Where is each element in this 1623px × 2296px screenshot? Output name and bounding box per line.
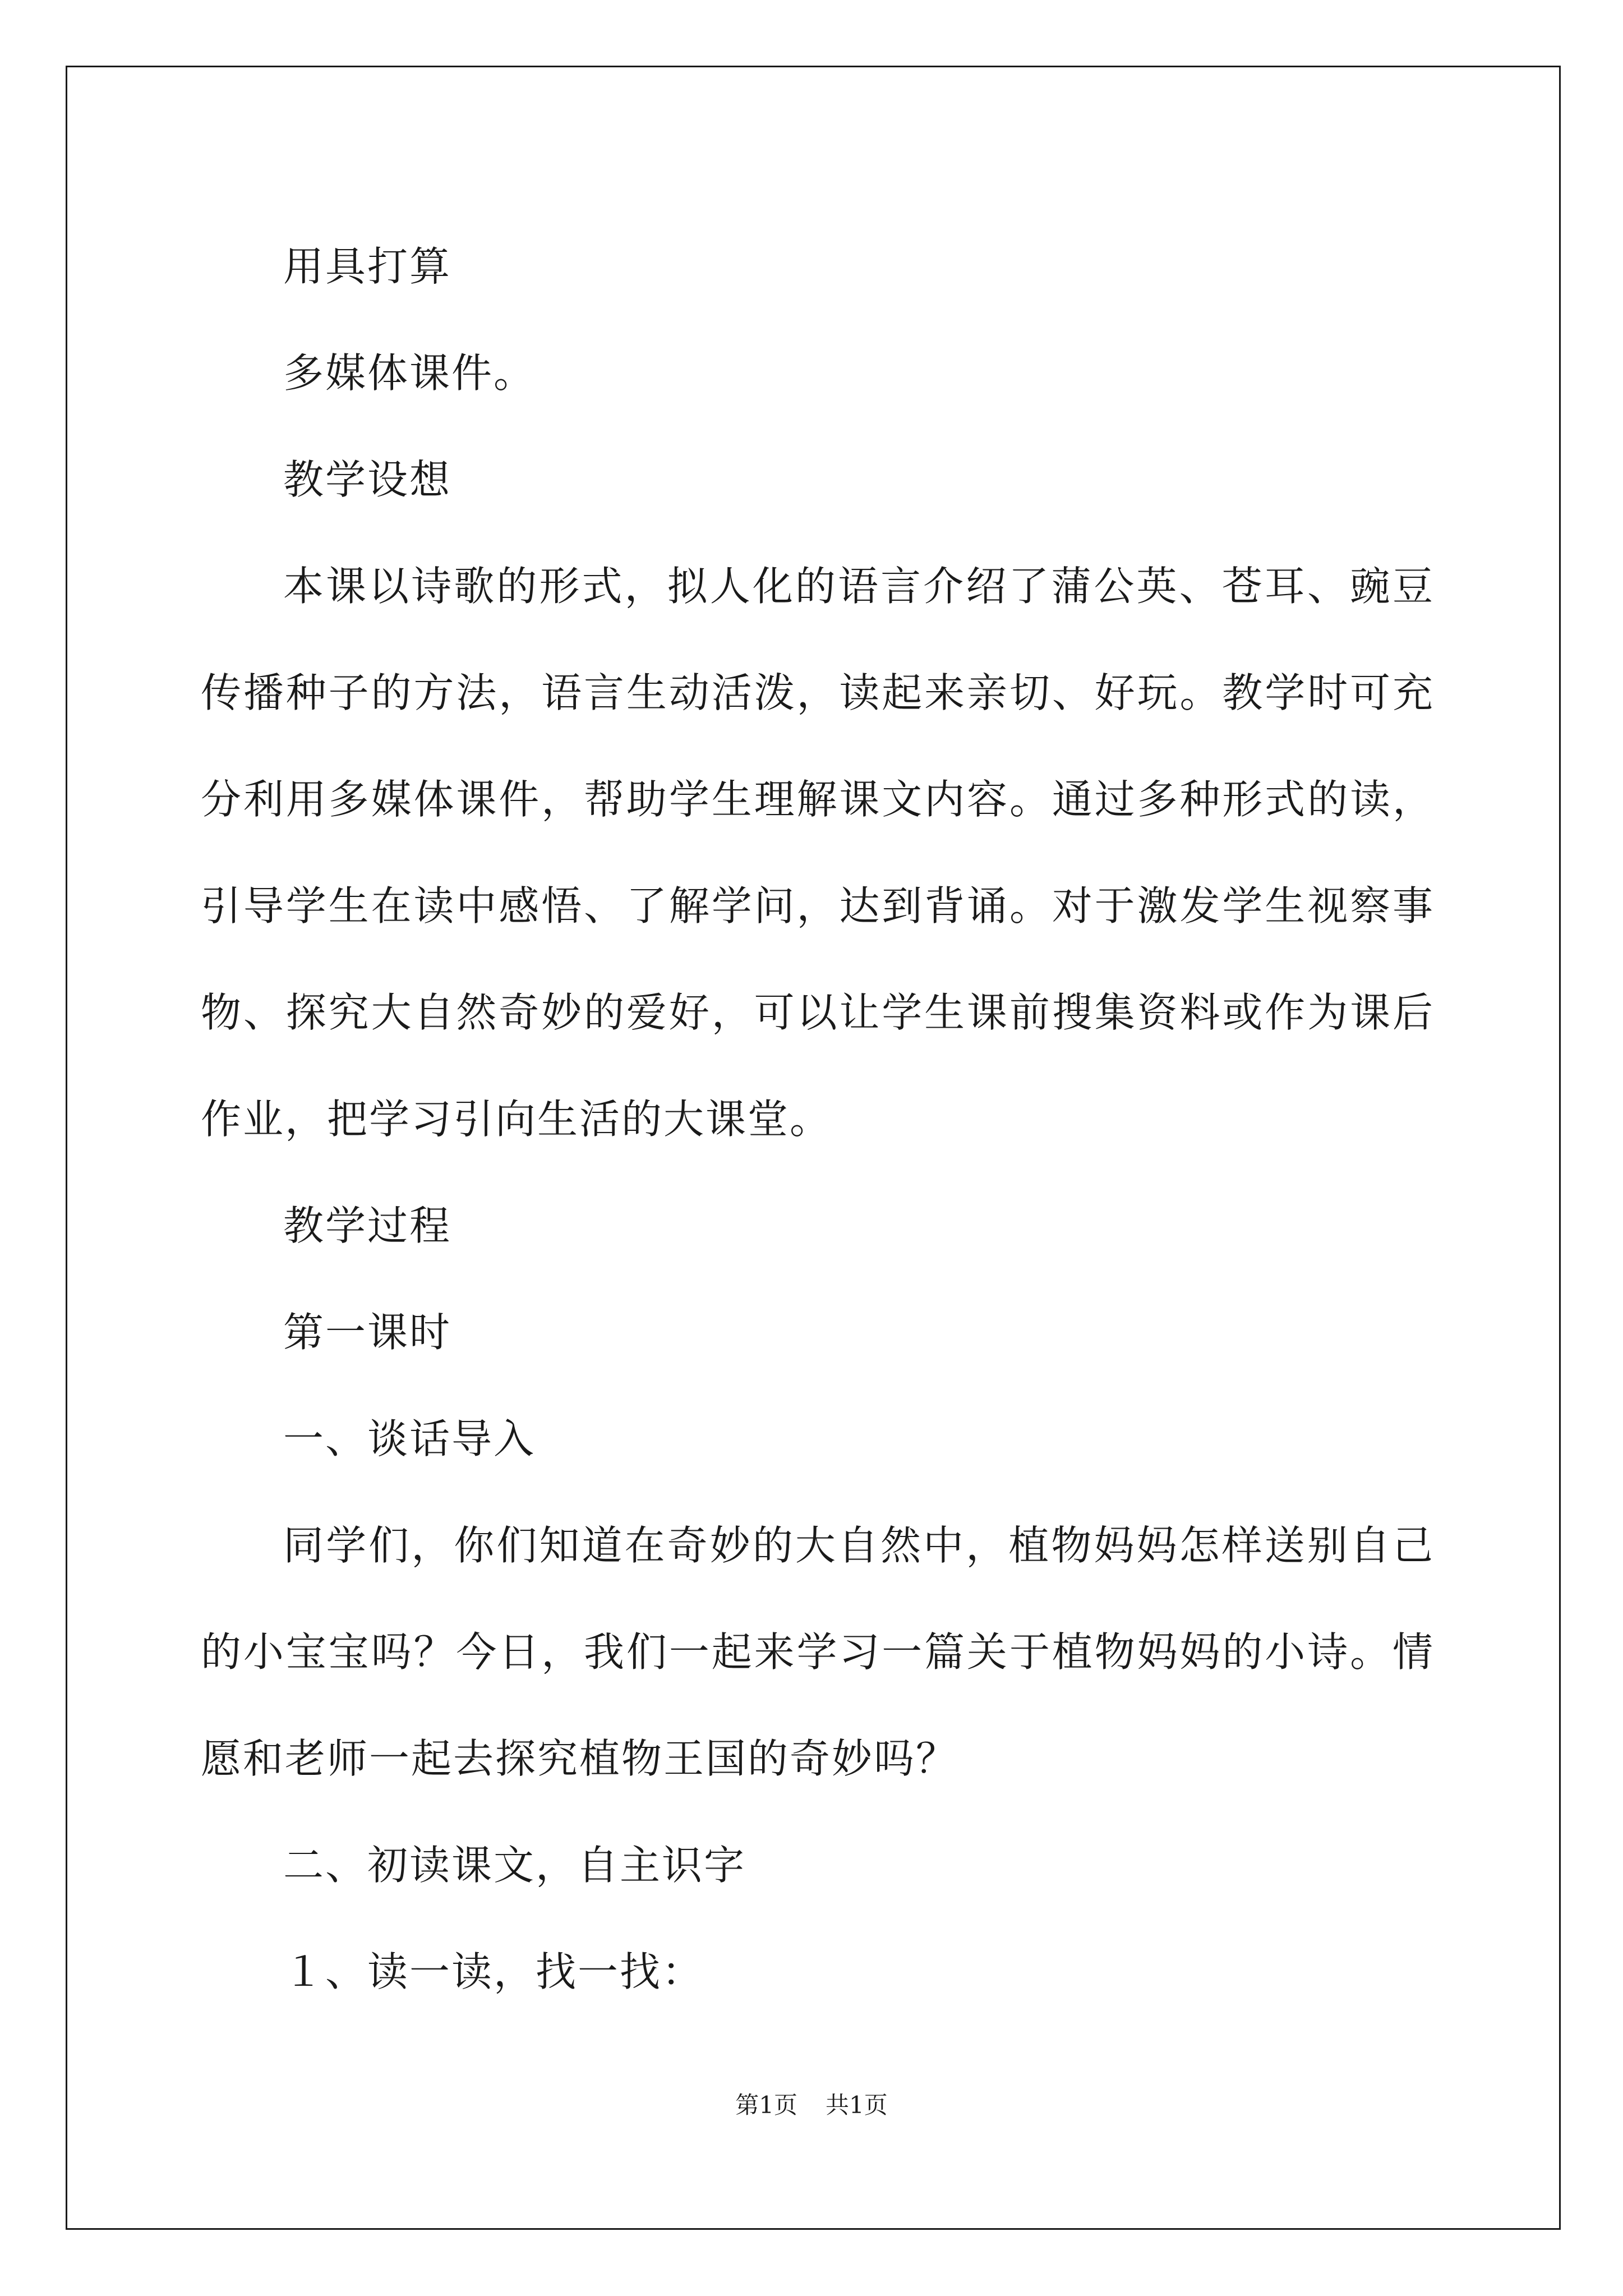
document-body bbox=[201, 213, 1435, 2025]
materials-text: 多媒体课件。 bbox=[283, 349, 536, 397]
page-footer bbox=[0, 2087, 1623, 2120]
heading-first-lesson: 第一课时 bbox=[283, 1309, 452, 1356]
heading-materials: 用具打算 bbox=[283, 243, 452, 290]
teaching-idea-text: 本课以诗歌的形式，拟人化的语言介绍了蒲公英、苍耳、豌豆传播种子的方法，语言生动活泼，读起来亲切、好玩。教学时可充分利用多媒体课件，帮助学生理解课文内容。通过多种形式的读，引导学生在读中感悟、了解学问，达到背诵。对于激发学生视察事物、探究大自然奇妙的爱好，可以让学生课前搜集资料或作为课后作业，把学习引向生活的大课堂。 bbox=[201, 563, 1435, 1143]
heading-teaching-idea: 教学设想 bbox=[283, 456, 452, 503]
heading-section-one: 一、谈话导入 bbox=[283, 1415, 536, 1462]
page-number-current: 第1页 bbox=[735, 2091, 797, 2119]
heading-section-two: 二、初读课文，自主识字 bbox=[283, 1842, 746, 1889]
page-number-total: 共1页 bbox=[826, 2091, 888, 2119]
section-one-text: 同学们，你们知道在奇妙的大自然中，植物妈妈怎样送别自己的小宝宝吗？今日，我们一起来学习一篇关于植物妈妈的小诗。情愿和老师一起去探究植物王国的奇妙吗？ bbox=[201, 1522, 1435, 1782]
section-two-item-one: １、读一读，找一找： bbox=[283, 1948, 704, 1995]
heading-teaching-process: 教学过程 bbox=[283, 1202, 452, 1249]
